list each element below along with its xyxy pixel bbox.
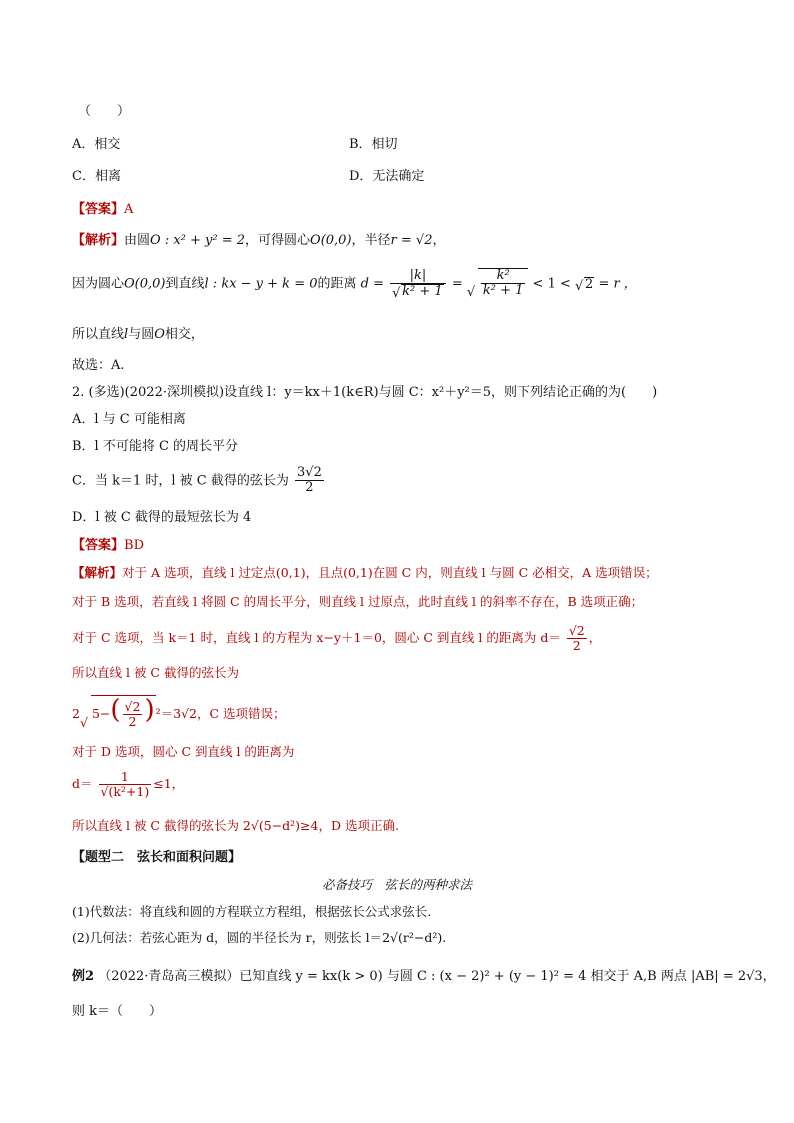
q2-answer-line [72,538,144,554]
answer-line [72,202,133,218]
text: ， [432,233,446,248]
math: O(0,0) [124,276,166,292]
option-d: D．无法确定 [349,169,425,184]
option-b: B．相切 [349,137,398,152]
text: ≤1， [153,776,185,792]
text: ，可得圆心 [245,233,311,248]
sqrt: √ 2 [575,277,594,293]
q2-option-a: A．l 与 C 可能相离 [72,412,186,427]
answer-tag: 【答案】 [72,202,125,217]
text: 对于 C 选项，当 k＝1 时，直线 l 的方程为 x−y＋1＝0，圆心 C 到直线 l 的距离为 d＝ [72,630,561,646]
solution-line-3 [72,327,204,343]
math: = r ， [598,276,637,292]
text: 到直线 [165,276,205,292]
math: r = √2 [390,233,433,248]
text: = [451,276,463,292]
answer-value: BD [124,538,144,553]
tip-title: 必备技巧 弦长的两种求法 [321,877,472,892]
answer-value: A [124,202,134,217]
text: 由圆 [124,233,151,248]
text: < 1 < [532,276,571,292]
example-2-stem-2: 则 k＝（ ） [72,1004,163,1019]
q2-solution-line-2: 对于 B 选项，若直线 l 将圆 C 的周长平分，则直线 l 过原点，此时直线 l 的斜率不存在，B 选项正确； [72,594,644,609]
solution-tag: 【解析】 [72,233,125,248]
answer-blank: （ ） [78,104,131,119]
math: O(0,0) [310,233,352,248]
text: （2022·青岛高三模拟）已知直线 y = kx(k > 0) 与圆 C : (x − 2)² + (y − 1)² = 4 相交于 A,B 两点 |AB| = 2√3， [98,969,776,984]
fraction: $\frac{√2}{2}$ [568,623,585,653]
q2-option-c [72,466,326,496]
text: 与圆 [128,327,155,342]
fraction: |k| √ k² + 1 [390,269,446,300]
q2-solution-line-7 [72,770,184,799]
math: d = [360,276,385,292]
q2-solution-line-5 [72,695,286,729]
q2-solution-line-3 [72,624,601,653]
sqrt-fraction: √ $\frac{\text{k²}}{\text{k² + 1}}$ [467,268,529,299]
solution-tag: 【解析】 [72,565,123,580]
math: O : x² + y² = 2 [150,233,246,248]
tip-line-1: (1)代数法：将直线和圆的方程联立方程组，根据弦长公式求弦长. [72,904,432,919]
q2-solution-line-1 [72,565,658,581]
text: 的距离 [317,276,357,292]
solution-line-2 [72,268,637,300]
math: l : kx − y + k = 0 [204,276,318,292]
fraction: $\frac{3√2}{2}$ [297,465,322,496]
text: 相交， [164,327,204,342]
q2-solution-line-4: 所以直线 l 被 C 截得的弦长为 [72,665,239,680]
text: C．当 k＝1 时，l 被 C 截得的弦长为 [72,473,289,489]
q2-solution-line-8: 所以直线 l 被 C 截得的弦长为 2√(5−d²)≥4，D 选项正确. [72,818,399,833]
example-label: 例2 [72,969,95,984]
text: ， [588,630,602,646]
fraction: $\frac{1}{\text{√(k²+1)}}$ [100,769,150,799]
text: ²＝3√2，C 选项错误； [155,706,286,721]
option-a: A．相交 [72,137,121,152]
tip-line-2: (2)几何法：若弦心距为 d，圆的半径长为 r，则弦长 l＝2√(r²−d²). [72,930,447,945]
text: 对于 A 选项，直线 l 过定点(0,1)，且点(0,1)在圆 C 内，则直线 l 与圆 C 必相交，A 选项错误； [122,565,658,580]
text: 因为圆心 [72,276,125,292]
q2-option-d: D．l 被 C 截得的最短弦长为 4 [72,510,252,525]
text: 2 [72,706,80,721]
q2-option-b: B．l 不可能将 C 的周长平分 [72,439,239,454]
example-2-stem [72,969,776,985]
text: d＝ [72,776,93,792]
answer-tag: 【答案】 [72,538,125,553]
text: 所以直线 [72,327,125,342]
solution-line-4: 故选：A. [72,358,125,373]
q2-solution-line-6: 对于 D 选项，圆心 C 到直线 l 的距离为 [72,744,295,759]
math: O [154,327,165,342]
q2-stem: 2. (多选)(2022·深圳模拟)设直线 l：y＝kx＋1(k∈R)与圆 C：x²＋y²＝5，则下列结论正确的为( ) [72,385,658,400]
section-title: 【题型二 弦长和面积问题】 [72,850,242,865]
option-c: C．相离 [72,169,121,184]
text: ，半径 [351,233,391,248]
solution-line-1 [72,233,446,249]
sqrt: √ 5−( $\frac{√2}{2}$ ) [80,695,156,729]
math: l [124,327,129,342]
